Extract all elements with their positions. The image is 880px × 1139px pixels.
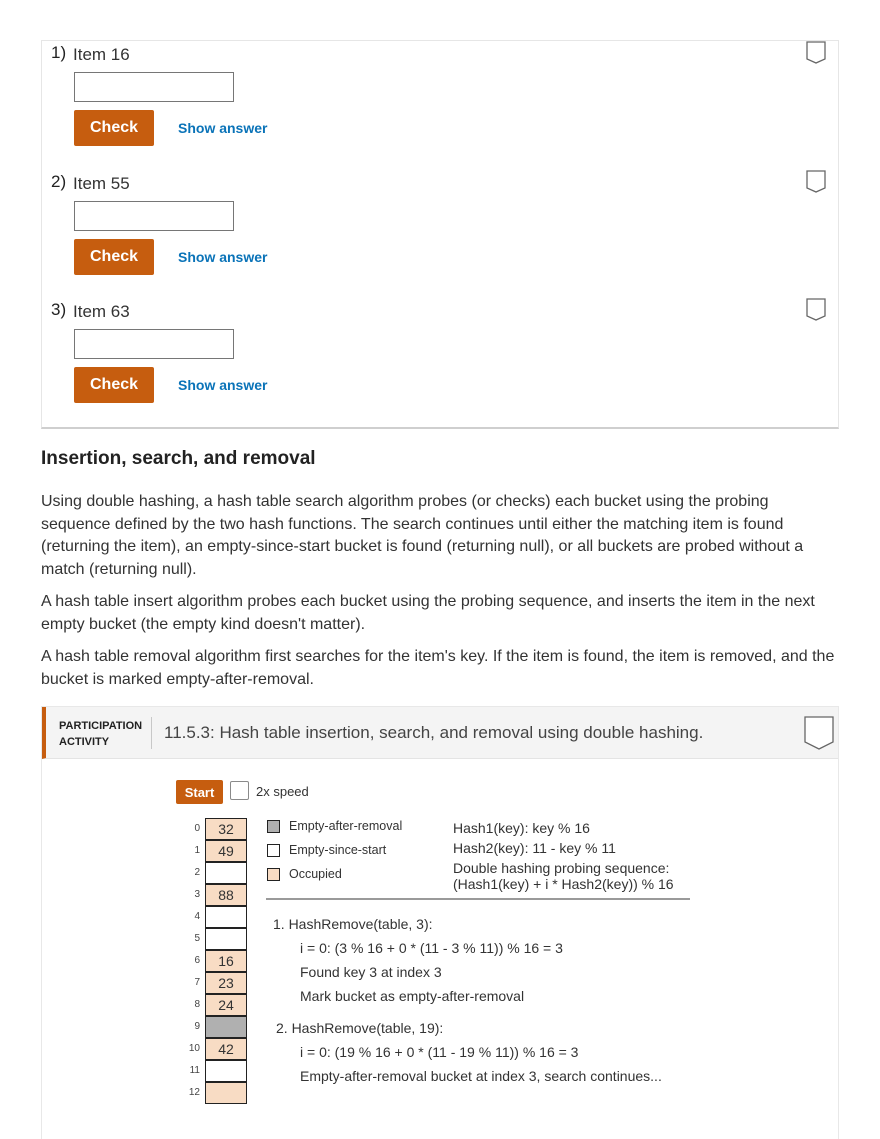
bucket-index: 2 (194, 867, 200, 878)
paragraph: A hash table insert algorithm probes each bucket using the probing sequence, and inserts the item in the next empty bucket (the empty kind doesn't matter). (41, 593, 815, 633)
header-divider (151, 717, 152, 749)
step-detail: i = 0: (3 % 16 + 0 * (11 - 3 % 11)) % 16 = 3 (300, 940, 563, 956)
question-number: 3) (51, 300, 67, 319)
bucket-cell: 23 (205, 972, 247, 994)
bucket-index: 10 (188, 1043, 200, 1054)
answer-input[interactable] (74, 329, 234, 359)
bucket-cell: 16 (205, 950, 247, 972)
bucket-cell: 49 (205, 840, 247, 862)
bucket-row (172, 1038, 252, 1060)
activity-header (42, 707, 839, 759)
question-label: Item 16 (73, 45, 130, 64)
paragraph: Using double hashing, a hash table search algorithm probes (or checks) each bucket using the probing sequence defined by the two hash functions. The search continues until either the matching item is found (returning the item), an empty-since-start bucket is found (returning null), or all buckets are probed without a match (returning null). (41, 493, 804, 578)
start-button[interactable]: Start (176, 780, 223, 804)
participation-activity (41, 706, 839, 1139)
step-detail: Mark bucket as empty-after-removal (300, 988, 525, 1004)
bucket-row (172, 884, 252, 906)
bucket-index: 0 (194, 823, 200, 834)
bucket-row (172, 1016, 252, 1038)
bucket-cell (205, 1060, 247, 1082)
show-answer-link[interactable]: Show answer (178, 377, 268, 393)
bucket-row (172, 928, 252, 950)
step-detail: Empty-after-removal bucket at index 3, search continues... (300, 1068, 662, 1084)
section-title: Insertion, search, and removal (41, 448, 316, 469)
question-2 (42, 170, 838, 300)
check-button[interactable]: Check (74, 110, 154, 146)
speed-label: 2x speed (256, 784, 309, 799)
bucket-index: 5 (194, 933, 200, 944)
hash2-text: Hash2(key): 11 - key % 11 (453, 840, 616, 856)
bucket-cell (205, 1016, 247, 1038)
answer-input[interactable] (74, 201, 234, 231)
hash1-text: Hash1(key): key % 16 (453, 820, 590, 836)
bucket-cell (205, 928, 247, 950)
paragraph: A hash table removal algorithm first searches for the item's key. If the item is found, the item is removed, and the bucket is marked empty-after-removal. (41, 648, 835, 688)
bucket-cell: 24 (205, 994, 247, 1016)
probe-sequence-title: Double hashing probing sequence: (453, 860, 670, 876)
bucket-index: 9 (194, 1021, 200, 1032)
bookmark-flag-icon[interactable] (806, 298, 826, 322)
question-label: Item 63 (73, 302, 130, 321)
bookmark-flag-icon[interactable] (806, 41, 826, 65)
divider-rule (266, 898, 690, 900)
show-answer-link[interactable]: Show answer (178, 120, 268, 136)
bucket-cell (205, 862, 247, 884)
bucket-index: 4 (194, 911, 200, 922)
legend-swatch (267, 820, 280, 833)
bucket-row (172, 950, 252, 972)
bucket-row (172, 972, 252, 994)
legend-label: Empty-after-removal (289, 819, 403, 833)
bucket-cell: 42 (205, 1038, 247, 1060)
question-1 (42, 41, 838, 171)
check-button[interactable]: Check (74, 367, 154, 403)
question-label: Item 55 (73, 174, 130, 193)
bookmark-flag-icon[interactable] (806, 170, 826, 194)
answer-input[interactable] (74, 72, 234, 102)
show-answer-link[interactable]: Show answer (178, 249, 268, 265)
bucket-index: 11 (189, 1065, 200, 1076)
bucket-index: 6 (194, 955, 200, 966)
step-detail: i = 0: (19 % 16 + 0 * (11 - 19 % 11)) % 16 = 3 (300, 1044, 579, 1060)
bucket-index: 8 (194, 999, 200, 1010)
activity-tag-line: PARTICIPATION (59, 720, 143, 732)
check-button[interactable]: Check (74, 239, 154, 275)
legend-label: Occupied (289, 867, 342, 881)
legend-label: Empty-since-start (289, 843, 387, 857)
step-detail: Found key 3 at index 3 (300, 964, 442, 980)
speed-checkbox[interactable] (230, 781, 249, 800)
bucket-cell: 88 (205, 884, 247, 906)
bucket-index: 12 (188, 1087, 200, 1098)
activity-tag (59, 718, 149, 750)
question-card (41, 40, 839, 429)
legend-swatch (267, 844, 280, 857)
bucket-row (172, 862, 252, 884)
question-number: 1) (51, 43, 67, 62)
bucket-cell (205, 1082, 247, 1104)
bucket-row (172, 906, 252, 928)
bucket-index: 1 (194, 845, 200, 856)
step-heading: 2. HashRemove(table, 19): (276, 1020, 444, 1036)
bucket-row (172, 994, 252, 1016)
probe-sequence-formula: (Hash1(key) + i * Hash2(key)) % 16 (453, 876, 674, 892)
legend-swatch (267, 868, 280, 881)
activity-title: 11.5.3: Hash table insertion, search, and removal using double hashing. (164, 723, 704, 742)
bucket-row (172, 1082, 252, 1104)
question-3 (42, 298, 838, 428)
bucket-row (172, 840, 252, 862)
bucket-cell (205, 906, 247, 928)
bucket-row (172, 1060, 252, 1082)
bucket-row (172, 818, 252, 840)
step-heading: 1. HashRemove(table, 3): (273, 916, 433, 932)
activity-bookmark-icon[interactable] (804, 716, 834, 750)
bucket-index: 3 (194, 889, 200, 900)
activity-tag-line: ACTIVITY (59, 736, 110, 748)
question-number: 2) (51, 172, 67, 191)
bucket-index: 7 (194, 977, 200, 988)
bucket-cell: 32 (205, 818, 247, 840)
